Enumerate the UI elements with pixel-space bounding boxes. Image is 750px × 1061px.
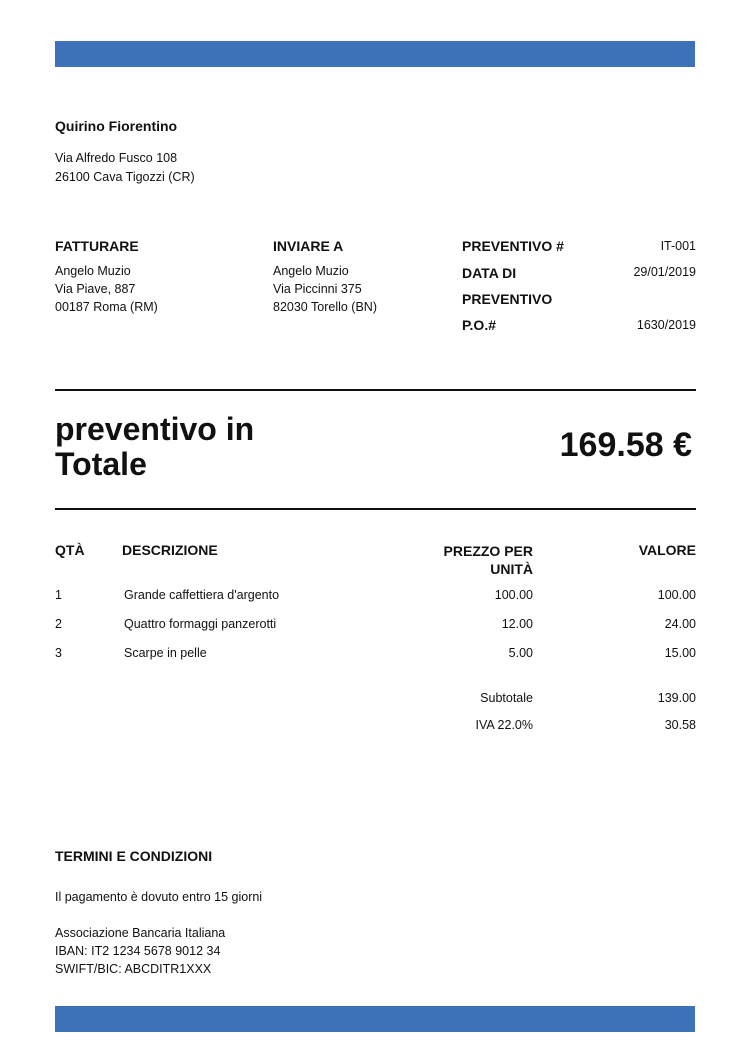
table-row-description: Scarpe in pelle xyxy=(124,646,207,660)
sender-address-line2: 26100 Cava Tigozzi (CR) xyxy=(55,170,195,184)
bill-to-address-line1: Via Piave, 887 xyxy=(55,282,136,296)
subtotal-value: 139.00 xyxy=(657,691,696,705)
terms-heading: TERMINI E CONDIZIONI xyxy=(55,848,213,864)
ship-to-heading: INVIARE A xyxy=(273,238,344,254)
column-header-amount: VALORE xyxy=(638,542,696,558)
terms-iban: IBAN: IT2 1234 5678 9012 34 xyxy=(55,944,221,958)
terms-payment: Il pagamento è dovuto entro 15 giorni xyxy=(55,890,263,904)
vat-value: 30.58 xyxy=(664,718,696,732)
table-row-unit-price: 12.00 xyxy=(501,617,533,631)
quote-date-label-line1: DATA DI xyxy=(462,265,517,281)
quote-number-label: PREVENTIVO # xyxy=(462,238,564,254)
bill-to-heading: FATTURARE xyxy=(55,238,139,254)
po-value: 1630/2019 xyxy=(636,318,696,332)
table-row-unit-price: 100.00 xyxy=(494,588,533,602)
table-row-qty: 3 xyxy=(55,646,62,660)
table-row-description: Grande caffettiera d'argento xyxy=(124,588,280,602)
table-row-description: Quattro formaggi panzerotti xyxy=(124,617,277,631)
bill-to-address-line2: 00187 Roma (RM) xyxy=(55,300,158,314)
bottom-accent-bar xyxy=(55,1006,695,1032)
column-header-qty: QTÀ xyxy=(55,542,85,558)
quote-date-label-line2: PREVENTIVO xyxy=(462,291,553,307)
terms-bank: Associazione Bancaria Italiana xyxy=(55,926,226,940)
top-accent-bar xyxy=(55,41,695,67)
po-label: P.O.# xyxy=(462,317,496,333)
divider-top xyxy=(55,389,696,391)
ship-to-name: Angelo Muzio xyxy=(273,264,349,278)
table-row-amount: 100.00 xyxy=(657,588,696,602)
table-row-qty: 1 xyxy=(55,588,62,602)
column-header-description: DESCRIZIONE xyxy=(122,542,218,558)
sender-name: Quirino Fiorentino xyxy=(55,118,178,134)
terms-swift: SWIFT/BIC: ABCDITR1XXX xyxy=(55,962,212,976)
bill-to-name: Angelo Muzio xyxy=(55,264,131,278)
total-label: preventivo in Totale xyxy=(55,411,255,482)
ship-to-address-line2: 82030 Torello (BN) xyxy=(273,300,377,314)
sender-address-line1: Via Alfredo Fusco 108 xyxy=(55,151,178,165)
subtotal-label: Subtotale xyxy=(480,691,533,705)
table-row-qty: 2 xyxy=(55,617,62,631)
vat-label: IVA 22.0% xyxy=(475,718,533,732)
column-header-unit-price: PREZZO PER UNITÀ xyxy=(443,543,533,577)
ship-to-address-line1: Via Piccinni 375 xyxy=(273,282,362,296)
quote-number-value: IT-001 xyxy=(660,239,696,253)
table-row-amount: 15.00 xyxy=(664,646,696,660)
divider-bottom xyxy=(55,508,696,510)
total-value: 169.58 € xyxy=(559,426,692,464)
table-row-unit-price: 5.00 xyxy=(508,646,533,660)
quote-date-value: 29/01/2019 xyxy=(633,265,696,279)
table-row-amount: 24.00 xyxy=(664,617,696,631)
